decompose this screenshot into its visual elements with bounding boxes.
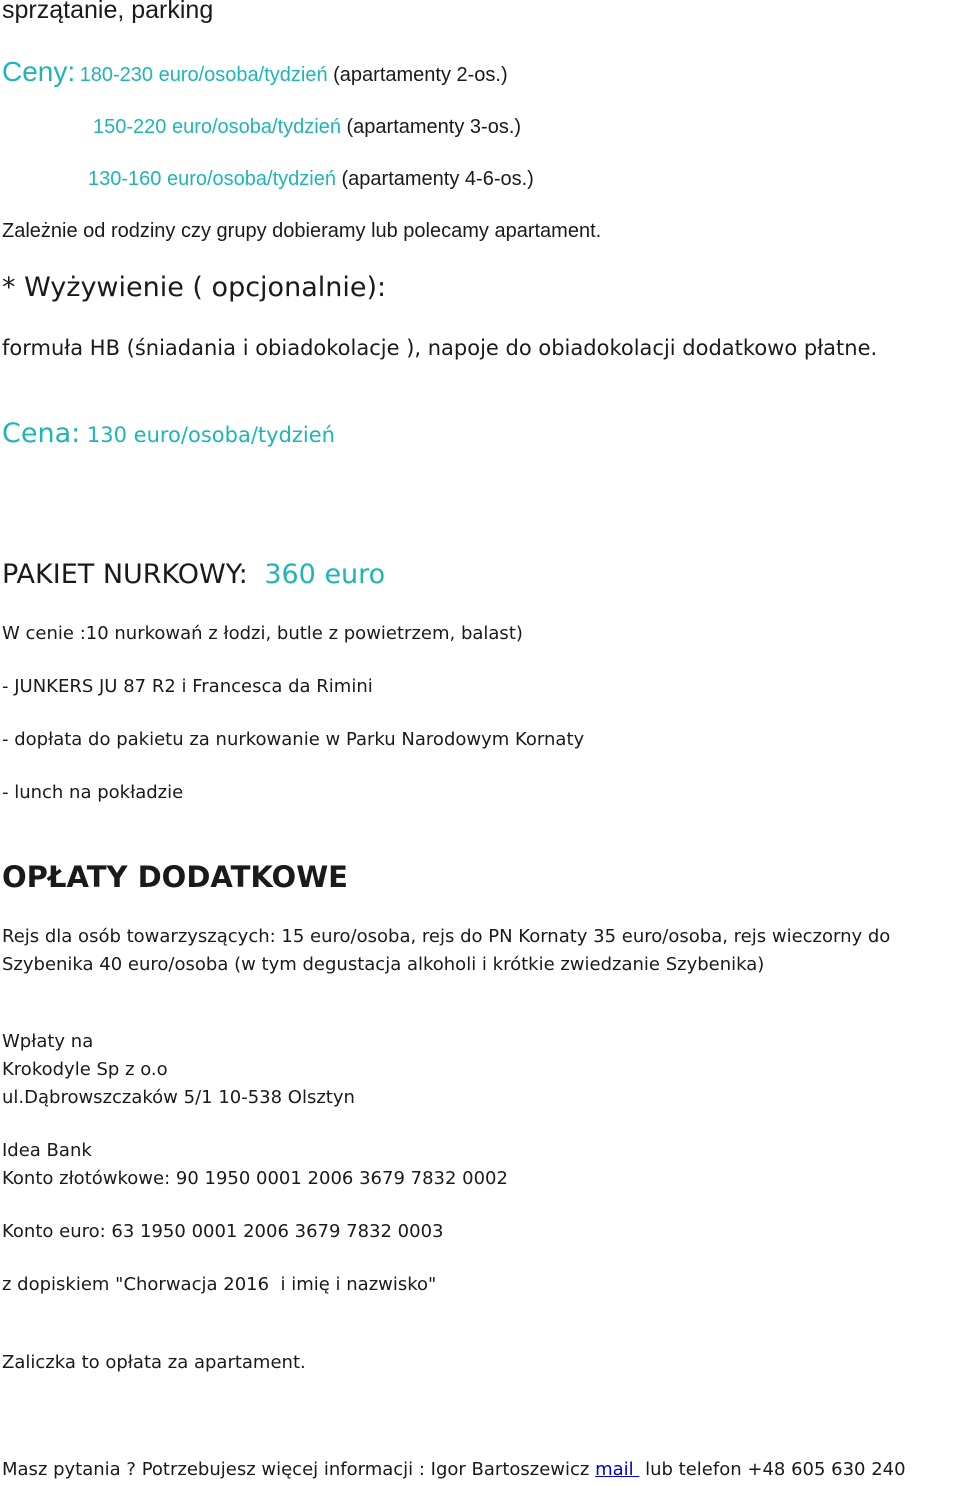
- prices-note: Zależnie od rodziny czy grupy dobieramy lub polecamy apartament.: [2, 220, 602, 242]
- contact-suffix: lub telefon +48 605 630 240: [639, 1459, 906, 1480]
- dive-package-item: W cenie :10 nurkowań z łodzi, butle z powietrzem, balast): [2, 623, 523, 644]
- mail-link[interactable]: mail: [595, 1459, 640, 1480]
- extra-fees-heading: OPŁATY DODATKOWE: [2, 860, 348, 894]
- transfer-reference: z dopiskiem "Chorwacja 2016 i imię i nazwisko": [2, 1274, 437, 1295]
- meals-price-value: 130 euro/osoba/tydzień: [80, 423, 335, 447]
- extra-fees-text: Rejs dla osób towarzyszących: 15 euro/osoba, rejs do PN Kornaty 35 euro/osoba, rejs wieczorny do Szybenika 40 euro/osoba (w tym degustacja alkoholi i krótkie zwiedzanie Szybenika): [2, 926, 891, 975]
- deposit-note: Zaliczka to opłata za apartament.: [2, 1352, 306, 1373]
- meals-price: [2, 418, 335, 449]
- meals-desc: formuła HB (śniadania i obiadokolacje ), napoje do obiadokolacji dodatkowo płatne.: [2, 336, 878, 360]
- prices-row-3: [88, 168, 534, 191]
- price-value: 130-160 euro/osoba/tydzień: [88, 168, 336, 190]
- pln-account: Konto złotówkowe: 90 1950 0001 2006 3679 7832 0002: [2, 1168, 508, 1189]
- price-desc: (apartamenty 2-os.): [327, 64, 508, 86]
- meals-price-label: Cena:: [2, 418, 81, 449]
- dive-package-item: - lunch na pokładzie: [2, 782, 184, 803]
- contact-line: [2, 1459, 906, 1480]
- price-desc: (apartamenty 3-os.): [340, 116, 522, 138]
- prices-row-1: [2, 56, 508, 88]
- price-value: 150-220 euro/osoba/tydzień: [93, 116, 341, 138]
- price-desc: (apartamenty 4-6-os.): [335, 168, 534, 190]
- bank-name: Idea Bank: [2, 1140, 92, 1161]
- dive-package-title: [2, 559, 385, 590]
- price-value: 180-230 euro/osoba/tydzień: [79, 64, 328, 86]
- dive-package-item: - JUNKERS JU 87 R2 i Francesca da Rimini: [2, 676, 373, 697]
- eur-account: Konto euro: 63 1950 0001 2006 3679 7832 0003: [2, 1221, 444, 1242]
- meals-heading: * Wyżywienie ( opcjonalnie):: [2, 272, 387, 303]
- payment-line: Wpłaty na: [2, 1031, 94, 1052]
- intro-text: sprzątanie, parking: [2, 0, 214, 24]
- payment-line: ul.Dąbrowszczaków 5/1 10-538 Olsztyn: [2, 1087, 355, 1108]
- dive-package-item: - dopłata do pakietu za nurkowanie w Parku Narodowym Kornaty: [2, 729, 585, 750]
- dive-package-price: 360 euro: [264, 559, 386, 590]
- payment-line: Krokodyle Sp z o.o: [2, 1059, 168, 1080]
- prices-label: Ceny:: [2, 56, 76, 87]
- dive-package-label: PAKIET NURKOWY:: [2, 559, 248, 590]
- contact-prefix: Masz pytania ? Potrzebujesz więcej informacji : Igor Bartoszewicz: [2, 1459, 596, 1480]
- prices-row-2: [93, 116, 521, 139]
